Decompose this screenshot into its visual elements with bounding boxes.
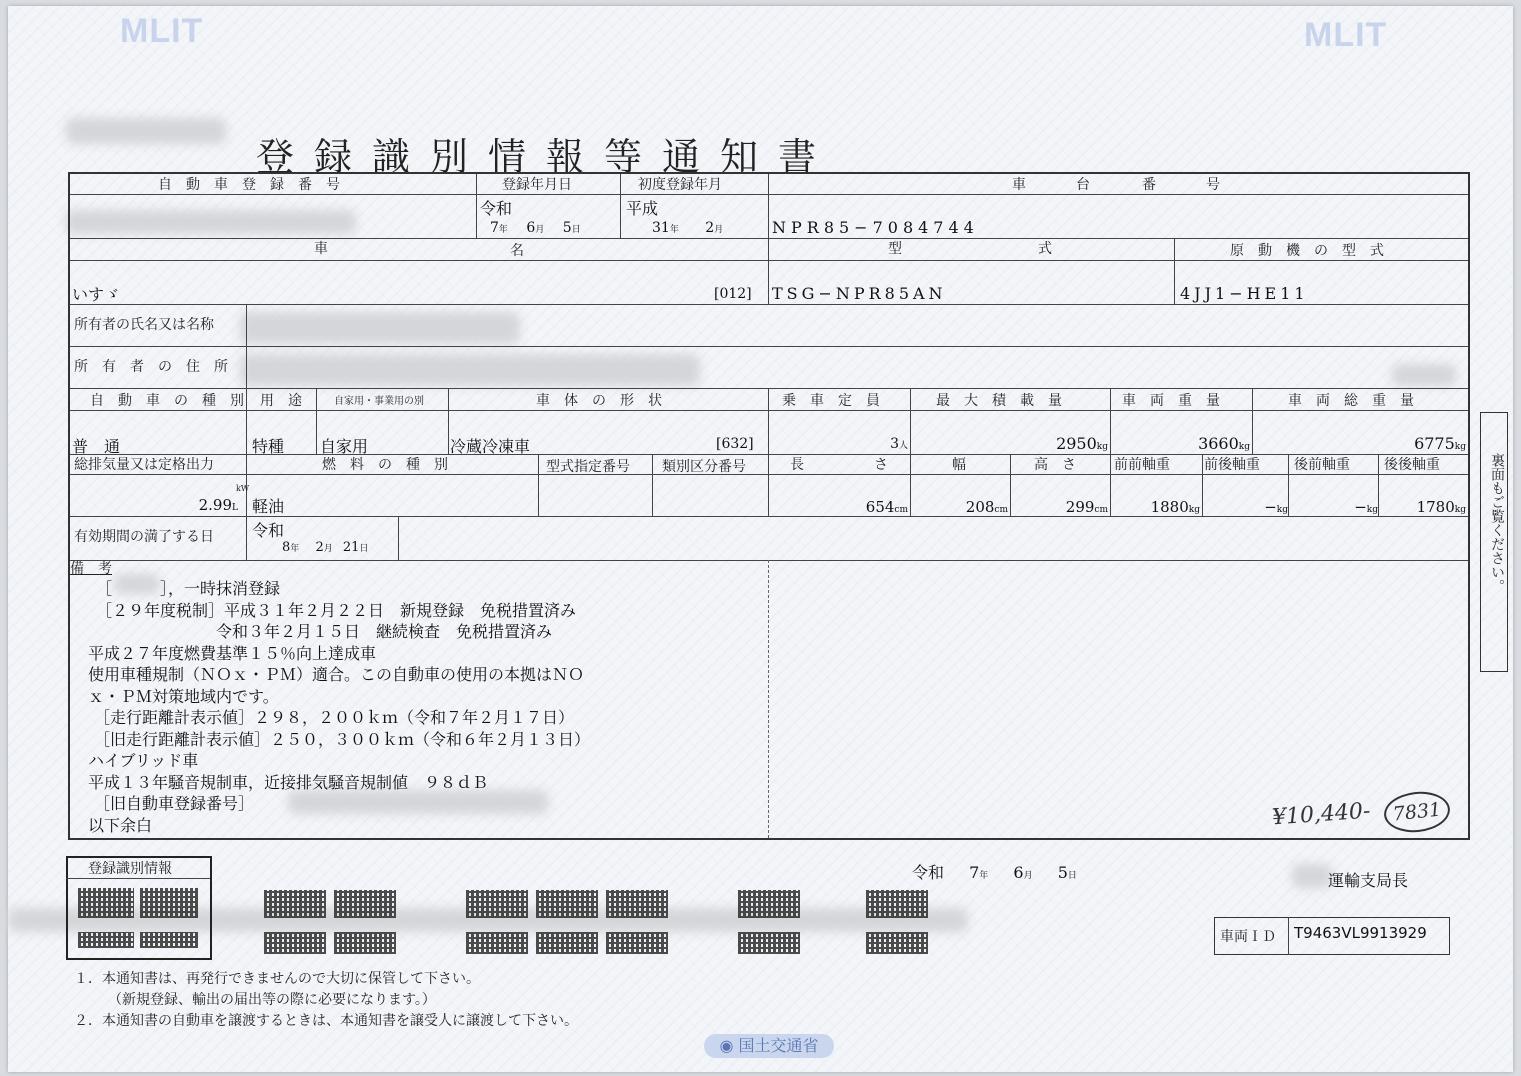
gross-weight-value: 6775kg	[1414, 434, 1466, 453]
remark-line: ｘ・ＰＭ対策地域内です。	[88, 686, 279, 706]
label-length-1: 長	[790, 457, 804, 473]
label-height: 高 さ	[1034, 457, 1076, 473]
displacement-value: 2.99L	[198, 496, 238, 514]
label-reg-info: 登録識別情報	[88, 861, 172, 877]
label-name-1: 車	[314, 241, 328, 257]
redacted-office	[66, 118, 226, 144]
fr-axle-value: −kg	[1264, 498, 1288, 516]
fuel-value: 軽油	[252, 497, 285, 516]
label-type-approval: 型式指定番号	[546, 459, 630, 475]
chassis-number: NPR85−7084744	[772, 218, 979, 237]
label-engine: 原 動 機 の 型 式	[1230, 243, 1384, 259]
label-vehicle-weight: 車 両 重 量	[1122, 393, 1220, 409]
body-shape-value: 冷蔵冷凍車	[450, 437, 531, 456]
qr-code	[606, 890, 668, 918]
reg-era: 令和	[480, 199, 513, 218]
label-name-2: 名	[510, 243, 524, 259]
label-chassis-1: 車	[1012, 177, 1026, 193]
certificate-paper	[8, 6, 1513, 1072]
rr-axle-value: 1780kg	[1416, 498, 1466, 516]
remark-line: 使用車種規制（ＮＯｘ・ＰＭ）適合。この自動車の使用の本拠はＮＯ	[88, 665, 585, 684]
handwritten-price: ¥10,440-	[1271, 798, 1372, 831]
use-kind-value: 自家用	[320, 437, 369, 456]
remark-line: 平成１３年騒音規制車，近接排気騒音規制値 ９８ｄＢ	[88, 772, 489, 792]
vehicle-id-value: T9463VL9913929	[1294, 924, 1427, 942]
body-code: [632]	[716, 436, 754, 452]
ministry-badge	[704, 1034, 834, 1058]
label-gross-weight: 車 両 総 重 量	[1288, 393, 1414, 409]
label-expiry: 有効期間の満了する日	[74, 529, 214, 545]
label-model-2: 式	[1038, 241, 1052, 257]
remark-line: 令和３年２月１５日 継続検査 免税措置済み	[88, 622, 553, 641]
qr-code	[606, 932, 668, 954]
capacity-value: 3人	[890, 436, 908, 452]
handwritten-circled-number: 7831	[1382, 789, 1452, 836]
label-vehicle-type: 自 動 車 の 種 別	[90, 393, 244, 409]
label-rr-axle: 後後軸重	[1384, 457, 1440, 473]
vehicle-type-value: 普 通	[72, 437, 121, 456]
reg-date-value: 7年 6月 5日	[490, 220, 581, 236]
label-vehicle-id: 車両ＩＤ	[1220, 929, 1276, 945]
unit-kw: kW	[236, 484, 250, 493]
remarks-block	[88, 578, 590, 836]
ff-axle-value: 1880kg	[1150, 498, 1200, 516]
label-model-1: 型	[888, 241, 902, 257]
model-code: [012]	[714, 286, 752, 302]
label-owner-name: 所有者の氏名又は名称	[74, 317, 214, 333]
label-length-2: さ	[874, 457, 888, 473]
qr-code	[78, 888, 134, 918]
remark-line: ハイブリッド車	[88, 751, 199, 770]
label-chassis-2: 台	[1076, 177, 1090, 193]
qr-code	[738, 932, 800, 954]
qr-code	[738, 890, 800, 918]
label-remarks: 備 考	[70, 561, 112, 577]
model-value: TSG−NPR85AN	[772, 284, 947, 303]
first-reg-era: 平成	[626, 199, 659, 218]
label-displacement: 総排気量又は定格出力	[74, 457, 214, 473]
label-use: 用 途	[260, 393, 302, 409]
engine-value: 4JJ1−HE11	[1180, 284, 1309, 303]
qr-code	[334, 890, 396, 918]
document-title: 登録識別情報等通知書	[256, 135, 837, 179]
remark-line: ［旧走行距離計表示値］２５０，３００ｋｍ（令和６年２月１３日）	[94, 729, 591, 749]
qr-code	[466, 932, 528, 954]
qr-code	[866, 932, 928, 954]
label-chassis-3: 番	[1142, 177, 1156, 193]
remark-line: ［２９年度税制］平成３１年２月２２日 新規登録 免税措置済み	[96, 600, 577, 620]
width-value: 208cm	[965, 498, 1008, 516]
rf-axle-value: −kg	[1354, 498, 1378, 516]
maker-name: いすゞ	[72, 285, 121, 304]
footnote-1: １．本通知書は、再発行できませんので大切に保管して下さい。	[74, 971, 480, 987]
expiry-era: 令和	[252, 521, 285, 540]
label-reg-date: 登録年月日	[502, 177, 572, 193]
qr-code	[466, 890, 528, 918]
redacted-bureau	[1292, 864, 1332, 888]
max-load-value: 2950kg	[1056, 434, 1108, 453]
footnote-2: ２．本通知書の自動車を譲渡するときは、本通知書を譲受人に譲渡して下さい。	[74, 1013, 578, 1029]
vehicle-weight-value: 3660kg	[1198, 434, 1250, 453]
use-value: 特種	[252, 437, 285, 456]
length-value: 654cm	[865, 498, 908, 516]
label-max-load: 最 大 積 載 量	[936, 393, 1062, 409]
label-capacity: 乗 車 定 員	[782, 393, 880, 409]
label-body-shape: 車 体 の 形 状	[536, 393, 662, 409]
height-value: 299cm	[1065, 498, 1108, 516]
label-width: 幅	[952, 457, 966, 473]
label-class-number: 類別区分番号	[662, 459, 746, 475]
footnote-1b: （新規登録、輸出の届出等の際に必要になります。）	[108, 992, 436, 1008]
qr-code	[536, 932, 598, 954]
remark-line: ［ ］，一時抹消登録	[96, 579, 281, 598]
remark-line: ［走行距離計表示値］２９８，２００ｋｍ（令和７年２月１７日）	[94, 708, 575, 727]
ministry-logo-icon: ◉	[719, 1036, 739, 1055]
qr-code	[140, 932, 198, 948]
qr-code	[264, 932, 326, 954]
remark-line: 平成２７年度燃費基準１５％向上達成車	[88, 643, 377, 663]
qr-code	[866, 890, 928, 918]
label-ff-axle: 前前軸重	[1114, 457, 1170, 473]
mlit-logo-right: MLIT	[1304, 16, 1388, 54]
label-chassis-4: 号	[1206, 177, 1220, 193]
remark-line: 以下余白	[88, 815, 153, 835]
label-fr-axle: 前後軸重	[1204, 457, 1260, 473]
remark-line: ［旧自動車登録番号］	[94, 794, 255, 813]
label-use-kind: 自家用・事業用の別	[334, 396, 424, 407]
issue-date: 令和 7年 6月 5日	[912, 863, 1077, 882]
expiry-date: 8年 2月 21日	[282, 540, 369, 555]
qr-code	[334, 932, 396, 954]
ministry-name: 国土交通省	[738, 1036, 819, 1055]
label-owner-address: 所 有 者 の 住 所	[74, 359, 228, 375]
label-fuel: 燃 料 の 種 別	[322, 457, 448, 473]
mlit-logo-left: MLIT	[120, 12, 204, 50]
qr-code	[264, 890, 326, 918]
issuer-title: 運輸支局長	[1328, 871, 1409, 890]
side-note: 裏面もご覧ください。	[1480, 412, 1508, 672]
qr-code	[78, 932, 134, 948]
first-reg-value: 31年 2月	[652, 220, 724, 236]
qr-code	[140, 888, 198, 918]
label-reg-number: 自 動 車 登 録 番 号	[158, 177, 340, 193]
label-rf-axle: 後前軸重	[1294, 457, 1350, 473]
label-first-reg: 初度登録年月	[638, 177, 722, 193]
qr-code	[536, 890, 598, 918]
